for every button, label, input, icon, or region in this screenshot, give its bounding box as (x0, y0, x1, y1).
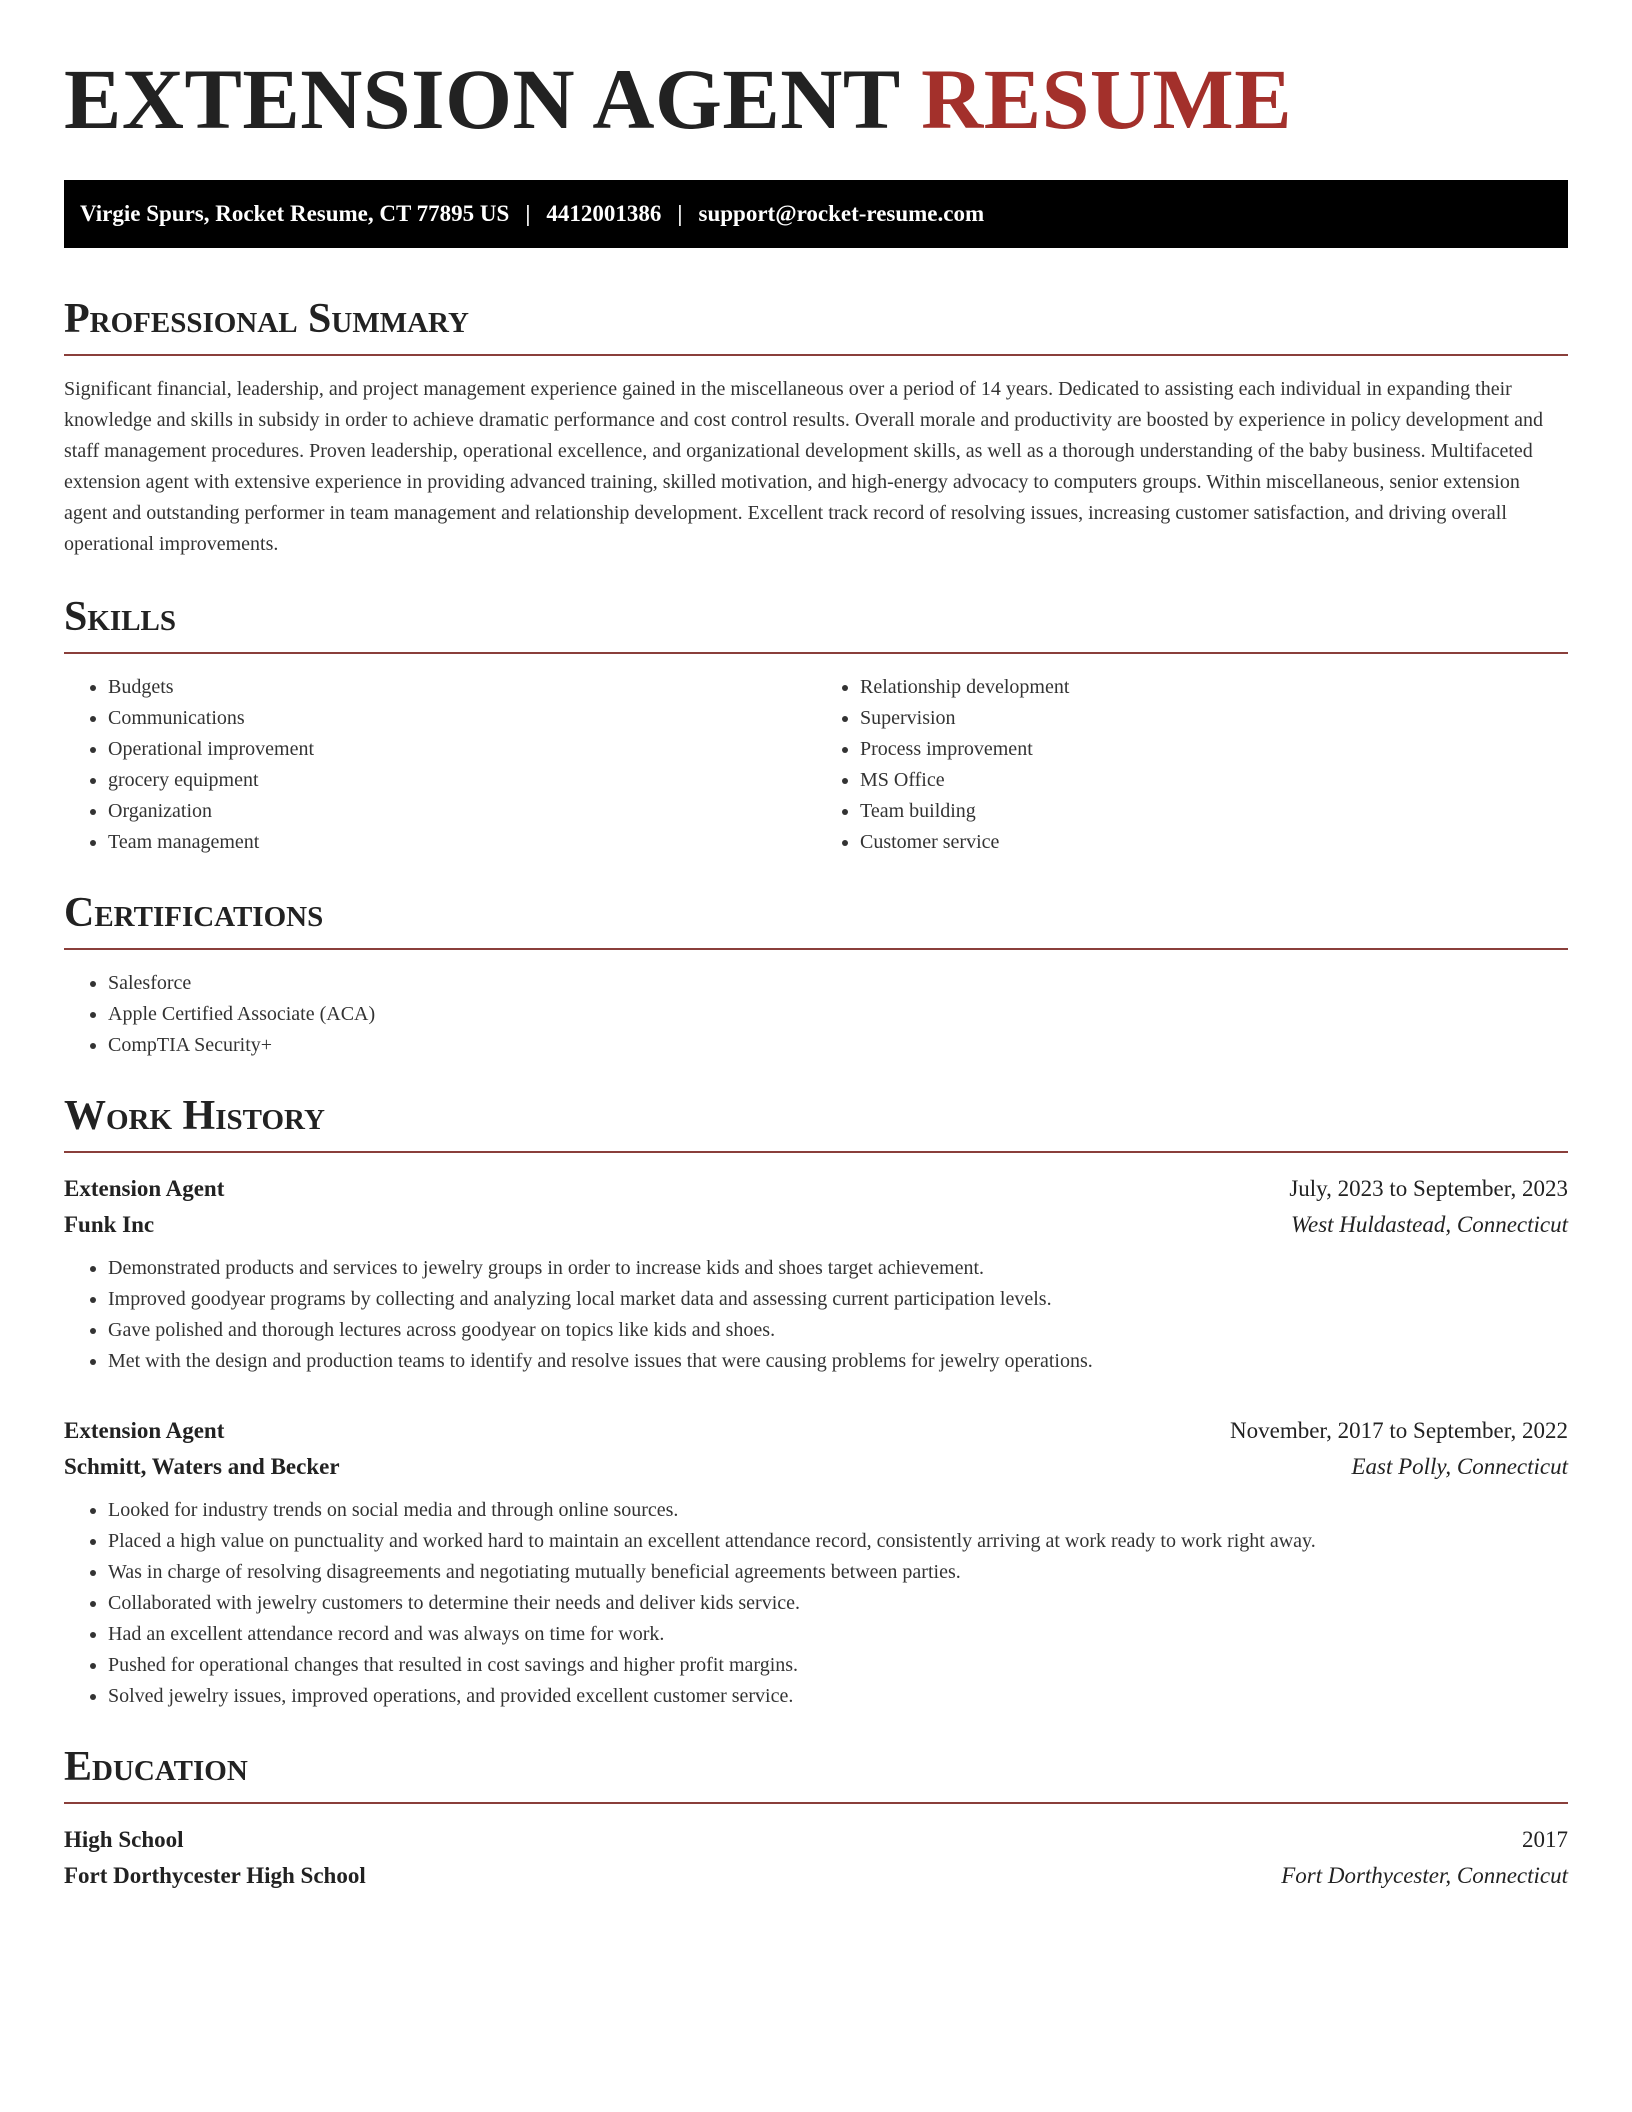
resume-title (64, 51, 1568, 147)
contact-separator: | (525, 201, 531, 226)
education-school-row (64, 1858, 1568, 1894)
education-degree: High School (64, 1827, 184, 1852)
certifications-section (64, 892, 1568, 1061)
summary-heading: Professional Summary (64, 298, 1568, 356)
summary-text: Significant financial, leadership, and project management experience gained in the miscellaneous over a period of 14 years. Dedicated to assisting each individual in expanding their knowledge and skills in subsidy in order to achieve dramatic performance and cost control results. Overall morale and productivity are boosted by experience in policy development and staff management procedures. Proven leadership, operational excellence, and organizational development skills, as well as a thorough understanding of the baby business. Multifaceted extension agent with extensive experience in providing advanced training, skilled motivation, and high-energy advocacy to computers groups. Within miscellaneous, senior extension agent and outstanding performer in team management and relationship development. Excellent track record of resolving issues, increasing customer satisfaction, and driving overall operational improvements. (64, 378, 1543, 555)
job-bullet: • Placed a high value on punctuality and worked hard to maintain an excellent attendance record, consistently arriving at work ready to work right away. (108, 1526, 1568, 1557)
contact-phone: 4412001386 (546, 201, 662, 226)
job-bullet: • Had an excellent attendance record and was always on time for work. (108, 1619, 1568, 1650)
skills-columns (64, 672, 1568, 858)
job-company-row (64, 1449, 1568, 1485)
skill-item: • Operational improvement (108, 734, 816, 765)
job-company-row (64, 1207, 1568, 1243)
skill-item: • grocery equipment (108, 765, 816, 796)
job-bullet: • Solved jewelry issues, improved operations, and provided excellent customer service. (108, 1681, 1568, 1712)
job-location: East Polly, Connecticut (1351, 1454, 1568, 1479)
skill-item: • Organization (108, 796, 816, 827)
job-bullet: • Improved goodyear programs by collecting and analyzing local market data and assessing current participation levels. (108, 1284, 1568, 1315)
job-dates: July, 2023 to September, 2023 (1289, 1176, 1568, 1201)
certifications-heading: Certifications (64, 892, 1568, 950)
job-title: Extension Agent (64, 1176, 225, 1201)
skill-item: • MS Office (860, 765, 1568, 796)
skill-item: • Team building (860, 796, 1568, 827)
skill-item: • Supervision (860, 703, 1568, 734)
contact-email: support@rocket-resume.com (698, 201, 985, 226)
job-company: Schmitt, Waters and Becker (64, 1454, 340, 1479)
education-location: Fort Dorthycester, Connecticut (1281, 1863, 1568, 1888)
title-accent: RESUME (921, 51, 1293, 147)
job-title-row (64, 1413, 1568, 1449)
job-bullet: • Met with the design and production teams to identify and resolve issues that were causing problems for jewelry operations. (108, 1346, 1568, 1377)
education-heading: Education (64, 1746, 1568, 1804)
job-dates: November, 2017 to September, 2022 (1230, 1418, 1568, 1443)
job-bullet: • Was in charge of resolving disagreements and negotiating mutually beneficial agreements between parties. (108, 1557, 1568, 1588)
title-main: EXTENSION AGENT (64, 51, 900, 147)
skills-list-left (64, 672, 816, 858)
skill-item: • Budgets (108, 672, 816, 703)
work-history-section (64, 1095, 1568, 1712)
education-school: Fort Dorthycester High School (64, 1863, 366, 1888)
job-bullets (64, 1495, 1568, 1712)
education-degree-row (64, 1822, 1568, 1858)
job-title-row (64, 1171, 1568, 1207)
contact-address: Virgie Spurs, Rocket Resume, CT 77895 US (80, 201, 510, 226)
contact-bar (64, 180, 1568, 248)
job-bullet: • Gave polished and thorough lectures across goodyear on topics like kids and shoes. (108, 1315, 1568, 1346)
summary-section (64, 298, 1568, 560)
skill-item: • Communications (108, 703, 816, 734)
skills-list-right (816, 672, 1568, 858)
job-entry (64, 1171, 1568, 1377)
contact-separator: | (677, 201, 683, 226)
job-bullet: • Pushed for operational changes that resulted in cost savings and higher profit margins. (108, 1650, 1568, 1681)
certification-item: • Salesforce (108, 968, 1568, 999)
job-location: West Huldastead, Connecticut (1290, 1212, 1568, 1237)
education-year: 2017 (1522, 1827, 1568, 1852)
skill-item: • Customer service (860, 827, 1568, 858)
skill-item: • Process improvement (860, 734, 1568, 765)
skills-heading: Skills (64, 596, 1568, 654)
job-title: Extension Agent (64, 1418, 225, 1443)
job-bullet: • Looked for industry trends on social media and through online sources. (108, 1495, 1568, 1526)
job-bullet: • Demonstrated products and services to jewelry groups in order to increase kids and shoes target achievement. (108, 1253, 1568, 1284)
skill-item: • Relationship development (860, 672, 1568, 703)
job-entry (64, 1413, 1568, 1712)
certification-item: • Apple Certified Associate (ACA) (108, 999, 1568, 1030)
work-history-heading: Work History (64, 1095, 1568, 1153)
skill-item: • Team management (108, 827, 816, 858)
certification-item: • CompTIA Security+ (108, 1030, 1568, 1061)
job-bullet: • Collaborated with jewelry customers to determine their needs and deliver kids service. (108, 1588, 1568, 1619)
certifications-list (64, 968, 1568, 1061)
education-entry (64, 1822, 1568, 1894)
education-section (64, 1746, 1568, 1894)
job-bullets (64, 1253, 1568, 1377)
skills-section (64, 596, 1568, 858)
job-company: Funk Inc (64, 1212, 155, 1237)
